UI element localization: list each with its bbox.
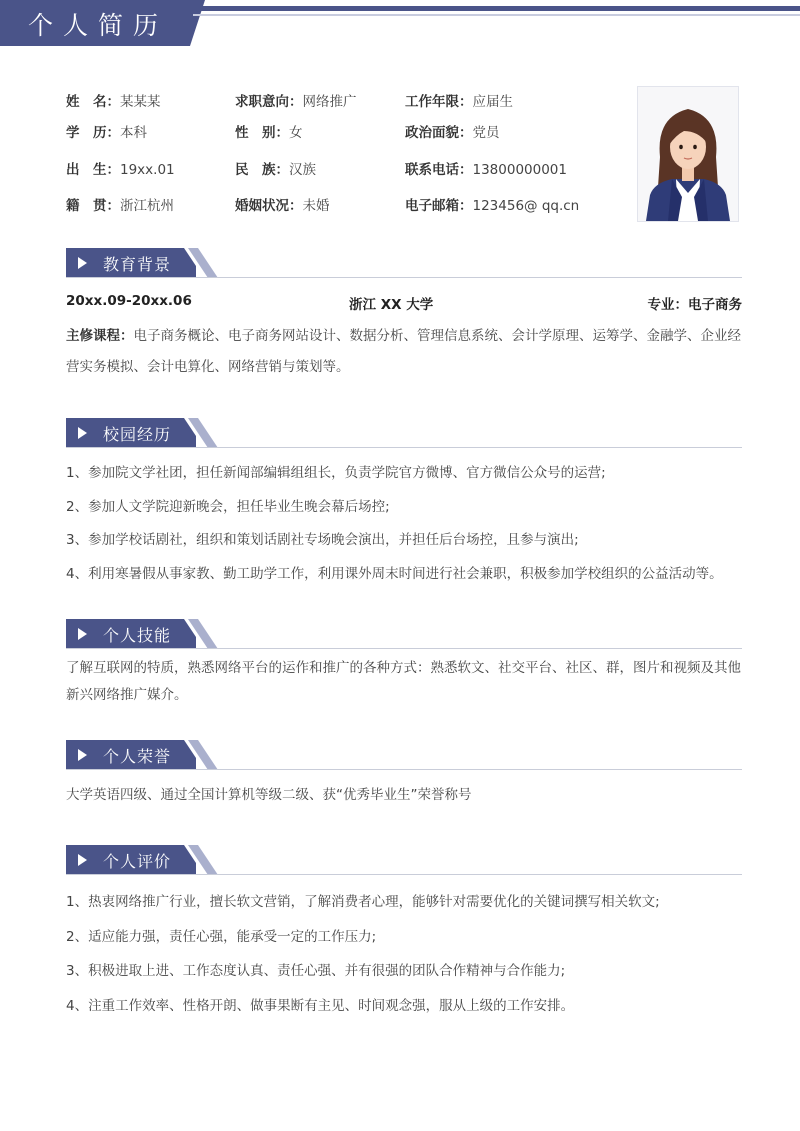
info-ethnic-value: 汉族 <box>289 162 316 178</box>
info-name <box>66 90 161 110</box>
section-title-skills: 个人技能 <box>103 626 172 645</box>
section-header-skills <box>66 619 742 653</box>
campus-list <box>66 457 744 591</box>
education-summary <box>66 293 742 313</box>
skills-text: 了解互联网的特质，熟悉网络平台的运作和推广的各种方式：熟悉软文、社交平台、社区、群，图片和视频及其他新兴网络推广媒介。 <box>66 660 741 703</box>
info-edu-label: 学 历： <box>66 125 120 141</box>
list-item: 4、利用寒暑假从事家教、勤工助学工作，利用课外周末时间进行社会兼职，积极参加学校组织的公益活动等。 <box>66 565 723 582</box>
courses-label: 主修课程： <box>66 328 134 344</box>
section-rule <box>66 769 742 770</box>
info-email <box>405 194 579 214</box>
info-phone-value: 13800000001 <box>472 162 567 178</box>
triangle-right-icon <box>78 427 87 439</box>
education-school: 浙江 XX 大学 <box>349 297 434 313</box>
info-intent <box>235 90 357 110</box>
info-ethnic <box>235 158 316 178</box>
info-edu-value: 本科 <box>120 125 147 141</box>
section-title-evaluation: 个人评价 <box>103 852 172 871</box>
info-origin-value: 浙江杭州 <box>120 198 174 214</box>
list-item: 4、注重工作效率、性格开朗、做事果断有主见、时间观念强，服从上级的工作安排。 <box>66 997 575 1014</box>
section-title-campus: 校园经历 <box>103 425 172 444</box>
info-email-value: 123456@ qq.cn <box>472 198 580 214</box>
header-rule-light <box>193 14 800 16</box>
triangle-right-icon <box>78 257 87 269</box>
info-origin <box>66 194 174 214</box>
info-name-label: 姓 名： <box>66 94 120 110</box>
section-rule <box>66 447 742 448</box>
avatar-illustration <box>638 87 738 221</box>
triangle-right-icon <box>78 854 87 866</box>
info-years <box>405 90 513 110</box>
info-politics-label: 政治面貌： <box>405 125 473 141</box>
info-birth <box>66 158 175 178</box>
section-header-honors <box>66 740 742 774</box>
section-title-honors: 个人荣誉 <box>103 747 172 766</box>
list-item: 2、参加人文学院迎新晚会，担任毕业生晚会幕后场控; <box>66 498 390 515</box>
info-birth-label: 出 生： <box>66 162 120 178</box>
info-intent-label: 求职意向： <box>235 94 303 110</box>
list-item: 1、参加院文学社团，担任新闻部编辑组组长，负责学院官方微博、官方微信公众号的运营; <box>66 465 606 481</box>
info-years-label: 工作年限： <box>405 94 473 110</box>
info-politics <box>405 121 500 141</box>
info-marital <box>235 194 330 214</box>
courses-text: 电子商务概论、电子商务网站设计、数据分析、管理信息系统、会计学原理、运筹学、金融学、企业经营实务模拟、会计电算化、网络营销与策划等。 <box>66 328 741 375</box>
section-rule <box>66 648 742 649</box>
info-intent-value: 网络推广 <box>302 94 357 110</box>
info-edu <box>66 121 147 141</box>
list-item: 3、积极进取上进、工作态度认真、责任心强、并有很强的团队合作精神与合作能力; <box>66 963 566 979</box>
info-politics-value: 党员 <box>472 125 500 141</box>
header-rule <box>198 6 800 11</box>
section-header-evaluation <box>66 845 742 879</box>
info-phone <box>405 158 567 178</box>
honors-text: 大学英语四级、通过全国计算机等级二级、获“优秀毕业生”荣誉称号 <box>66 787 472 803</box>
education-major: 专业：电子商务 <box>647 297 742 313</box>
section-header-education <box>66 248 742 282</box>
list-item: 3、参加学校话剧社，组织和策划话剧社专场晚会演出，并担任后台场控，且参与演出; <box>66 532 579 548</box>
education-courses <box>66 321 744 383</box>
info-marital-value: 未婚 <box>302 198 330 214</box>
section-rule <box>66 277 742 278</box>
info-origin-label: 籍 贯： <box>66 198 120 214</box>
info-email-label: 电子邮箱： <box>405 198 473 214</box>
info-ethnic-label: 民 族： <box>235 162 289 178</box>
info-years-value: 应届生 <box>472 94 513 110</box>
page-title: 个人简历 <box>28 11 169 40</box>
avatar-photo <box>637 86 739 222</box>
info-birth-value: 19xx.01 <box>120 162 175 178</box>
list-item: 2、适应能力强，责任心强，能承受一定的工作压力; <box>66 928 377 945</box>
info-name-value: 某某某 <box>120 94 161 110</box>
triangle-right-icon <box>78 628 87 640</box>
triangle-right-icon <box>78 749 87 761</box>
info-gender-label: 性 别： <box>235 125 289 141</box>
list-item: 1、热衷网络推广行业，擅长软文营销，了解消费者心理，能够针对需要优化的关键词撰写相关软文; <box>66 894 660 910</box>
info-phone-label: 联系电话： <box>405 162 473 178</box>
info-gender-value: 女 <box>289 125 303 141</box>
evaluation-list <box>66 885 744 1023</box>
section-title-education: 教育背景 <box>103 255 172 274</box>
section-rule <box>66 874 742 875</box>
section-header-campus <box>66 418 742 452</box>
info-marital-label: 婚姻状况： <box>235 198 303 214</box>
info-gender <box>235 121 303 141</box>
education-period: 20xx.09-20xx.06 <box>66 293 192 309</box>
